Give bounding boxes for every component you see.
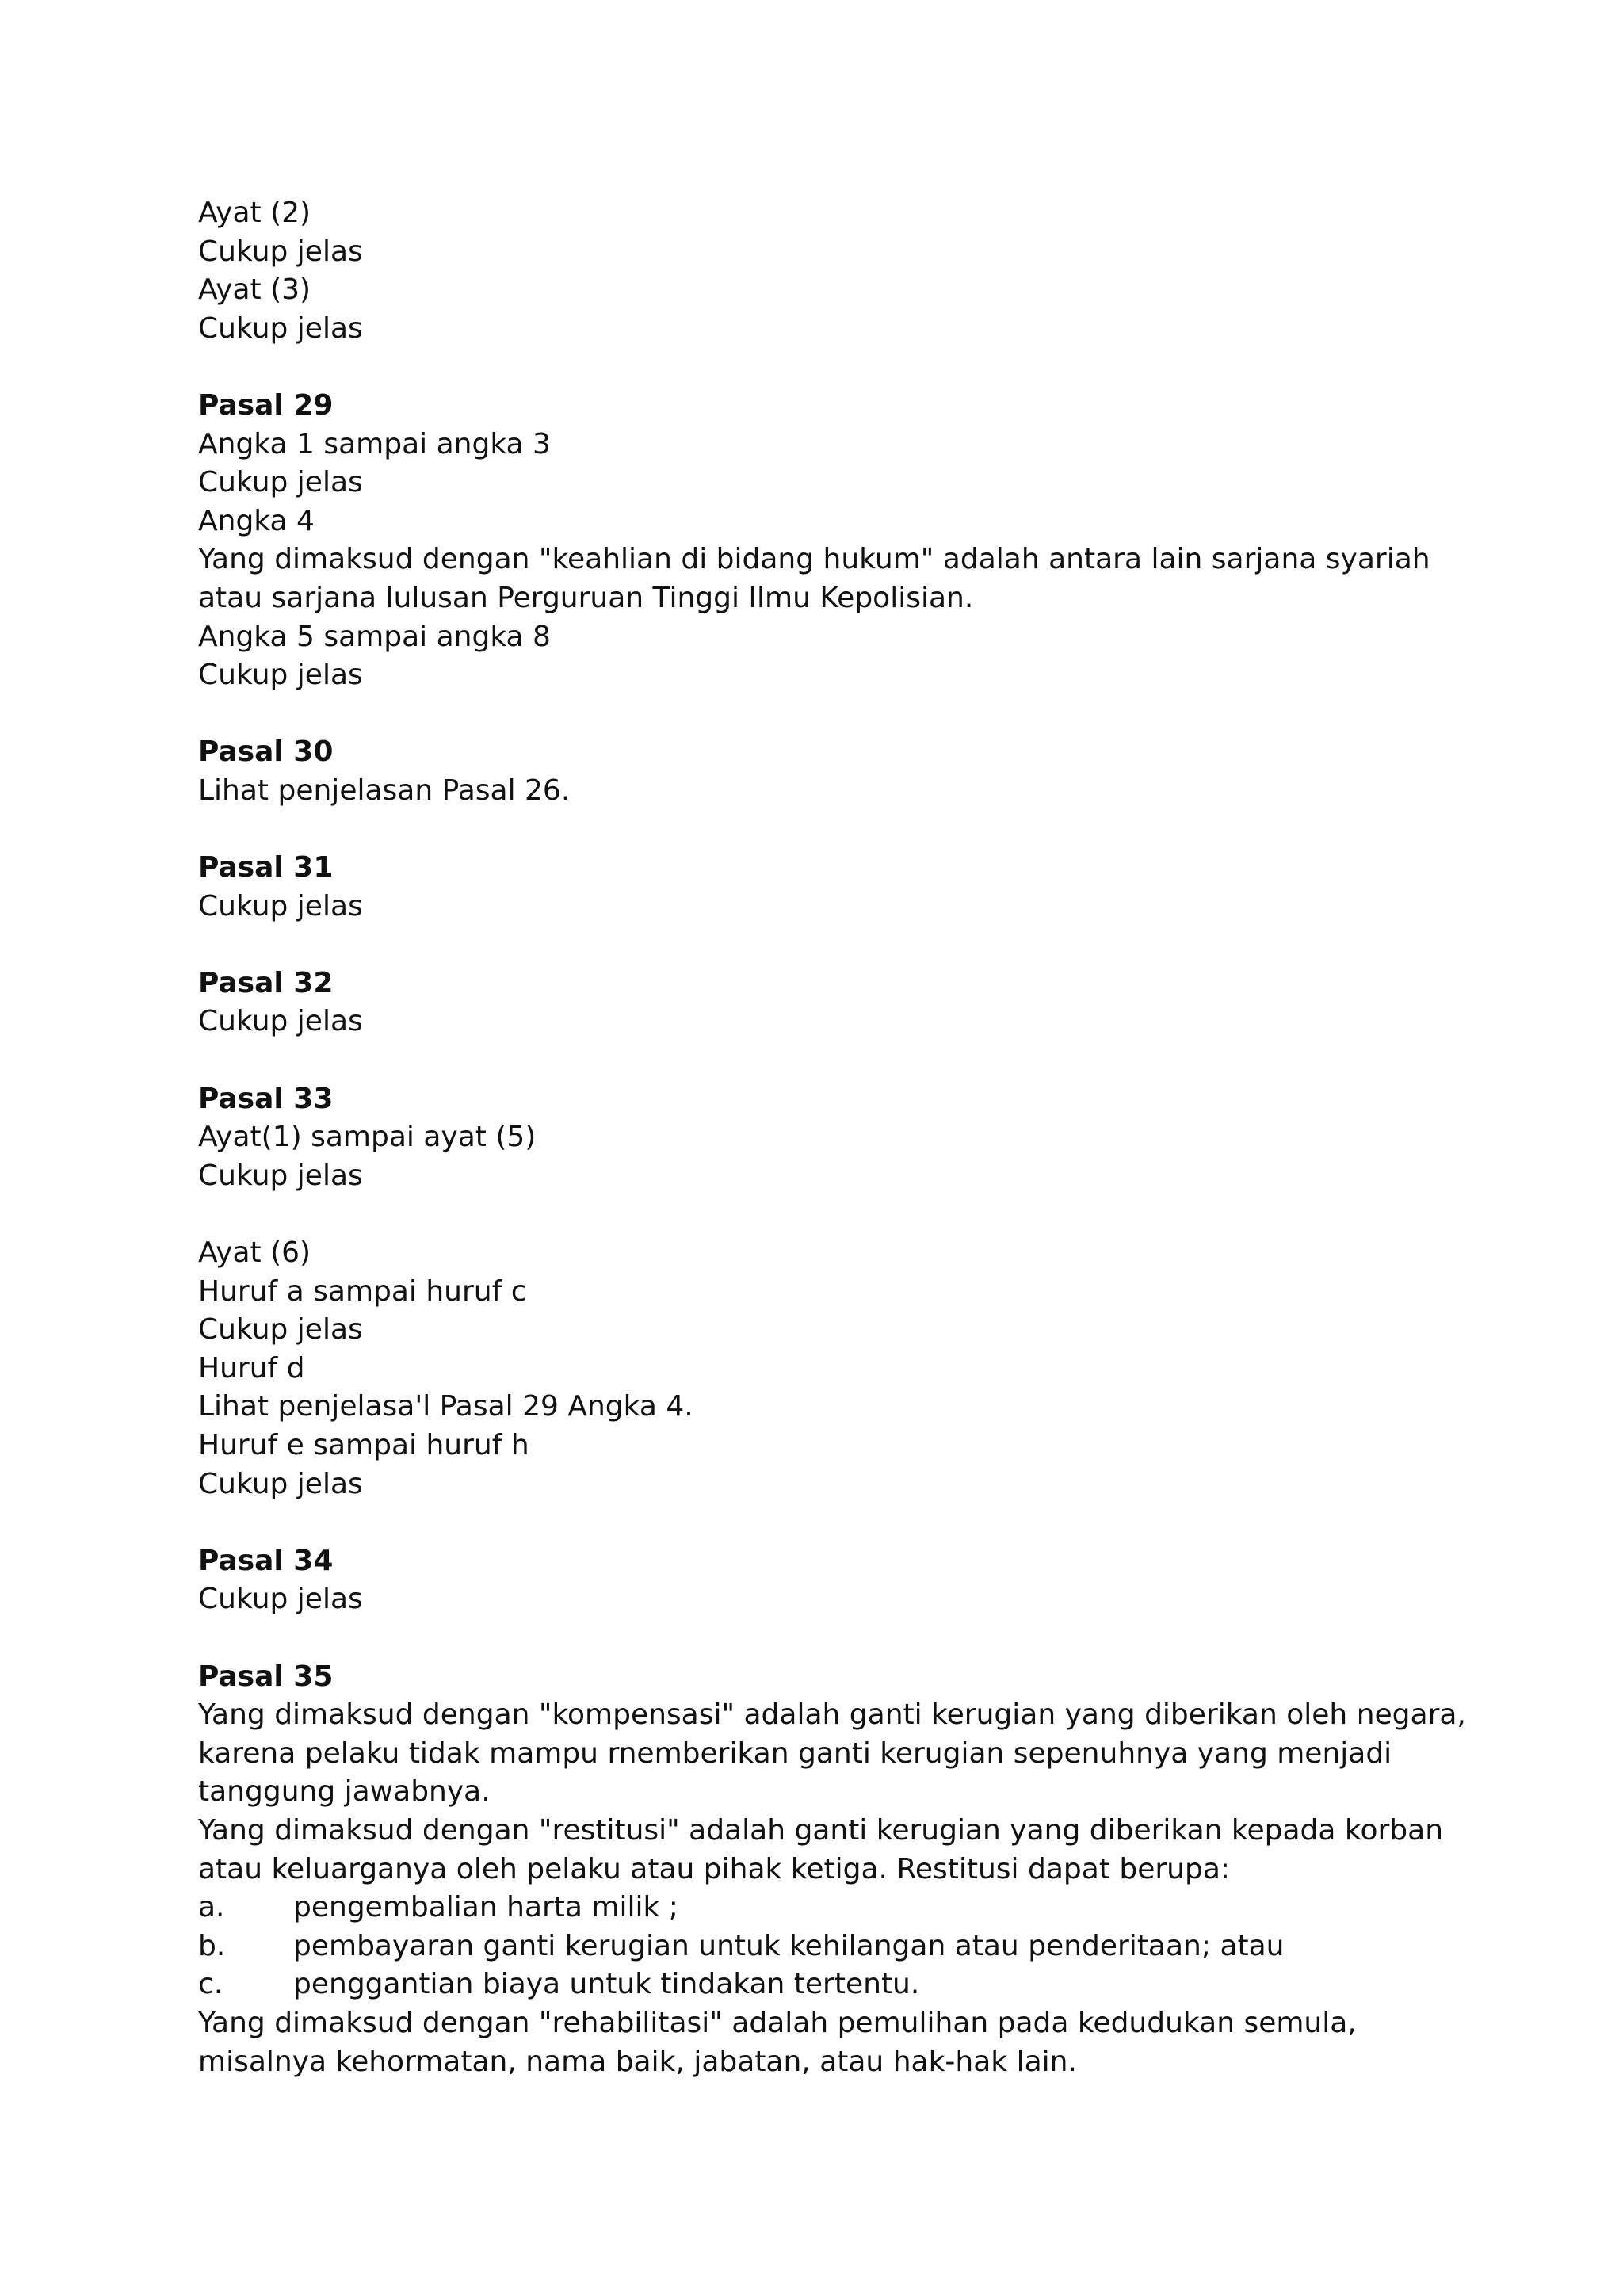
text-line: Ayat (3) bbox=[198, 273, 311, 307]
text-line: misalnya kehormatan, nama baik, jabatan, atau hak-hak lain. bbox=[198, 2045, 1077, 2078]
text-line: Cukup jelas bbox=[198, 1159, 363, 1192]
document-body bbox=[198, 194, 1466, 2081]
section-heading: Pasal 30 bbox=[198, 735, 334, 769]
list-item-text: pengembalian harta milik ; bbox=[293, 1891, 678, 1924]
list-item bbox=[198, 1889, 1434, 1927]
text-line: Angka 4 bbox=[198, 504, 315, 537]
spacer bbox=[198, 1041, 1434, 1080]
text-line: Yang dimaksud dengan "restitusi" adalah ganti kerugian yang diberikan kepada korban bbox=[198, 1813, 1444, 1847]
text-line: atau sarjana lulusan Perguruan Tinggi Ilmu Kepolisian. bbox=[198, 581, 974, 614]
text-line: atau keluarganya oleh pelaku atau pihak ketiga. Restitusi dapat berupa: bbox=[198, 1852, 1231, 1885]
list-marker: b. bbox=[198, 1929, 226, 1962]
list-item bbox=[198, 1927, 1434, 1966]
text-line: Huruf a sampai huruf c bbox=[198, 1274, 527, 1308]
section-heading: Pasal 34 bbox=[198, 1544, 334, 1577]
section-heading: Pasal 31 bbox=[198, 851, 334, 884]
section-heading: Pasal 35 bbox=[198, 1660, 334, 1693]
text-line: Cukup jelas bbox=[198, 1467, 363, 1500]
list-item-text: penggantian biaya untuk tindakan tertentu. bbox=[293, 1968, 920, 2001]
text-line: karena pelaku tidak mampu rnemberikan ganti kerugian sepenuhnya yang menjadi bbox=[198, 1736, 1392, 1770]
text-line: Cukup jelas bbox=[198, 1313, 363, 1347]
text-line: Yang dimaksud dengan "kompensasi" adalah ganti kerugian yang diberikan oleh negara, bbox=[198, 1698, 1466, 1732]
text-line: Huruf e sampai huruf h bbox=[198, 1429, 529, 1461]
text-line: Yang dimaksud dengan "keahlian di bidang hukum" adalah antara lain sarjana syariah bbox=[198, 543, 1430, 576]
text-line: Lihat penjelasa'l Pasal 29 Angka 4. bbox=[198, 1390, 693, 1423]
spacer bbox=[198, 1503, 1434, 1542]
text-line: tanggung jawabnya. bbox=[198, 1775, 491, 1809]
text-line: Cukup jelas bbox=[198, 311, 363, 345]
text-line: Ayat (2) bbox=[198, 197, 311, 229]
text-line: Cukup jelas bbox=[198, 1583, 363, 1616]
spacer bbox=[198, 811, 1434, 850]
spacer bbox=[198, 1619, 1434, 1658]
text-line: Yang dimaksud dengan "rehabilitasi" adalah pemulihan pada kedudukan semula, bbox=[198, 2006, 1357, 2039]
section-heading: Pasal 32 bbox=[198, 966, 334, 999]
text-line: Ayat(1) sampai ayat (5) bbox=[198, 1121, 537, 1154]
text-line: Cukup jelas bbox=[198, 466, 363, 499]
list-marker: c. bbox=[198, 1968, 223, 2001]
text-line: Angka 5 sampai angka 8 bbox=[198, 620, 551, 653]
list-item bbox=[198, 1966, 1434, 2004]
text-line: Huruf d bbox=[198, 1351, 305, 1385]
spacer bbox=[198, 926, 1434, 965]
section-heading: Pasal 33 bbox=[198, 1082, 334, 1115]
spacer bbox=[198, 1195, 1434, 1234]
text-line: Ayat (6) bbox=[198, 1236, 311, 1270]
text-line: Lihat penjelasan Pasal 26. bbox=[198, 774, 571, 807]
spacer bbox=[198, 695, 1434, 734]
section-heading: Pasal 29 bbox=[198, 388, 334, 422]
text-line: Cukup jelas bbox=[198, 235, 363, 268]
list-marker: a. bbox=[198, 1891, 225, 1924]
text-line: Cukup jelas bbox=[198, 889, 363, 923]
list-item-text: pembayaran ganti kerugian untuk kehilangan atau penderitaan; atau bbox=[293, 1929, 1285, 1962]
text-line: Cukup jelas bbox=[198, 1005, 363, 1038]
spacer bbox=[198, 348, 1434, 387]
text-line: Cukup jelas bbox=[198, 659, 363, 692]
text-line: Angka 1 sampai angka 3 bbox=[198, 427, 551, 460]
